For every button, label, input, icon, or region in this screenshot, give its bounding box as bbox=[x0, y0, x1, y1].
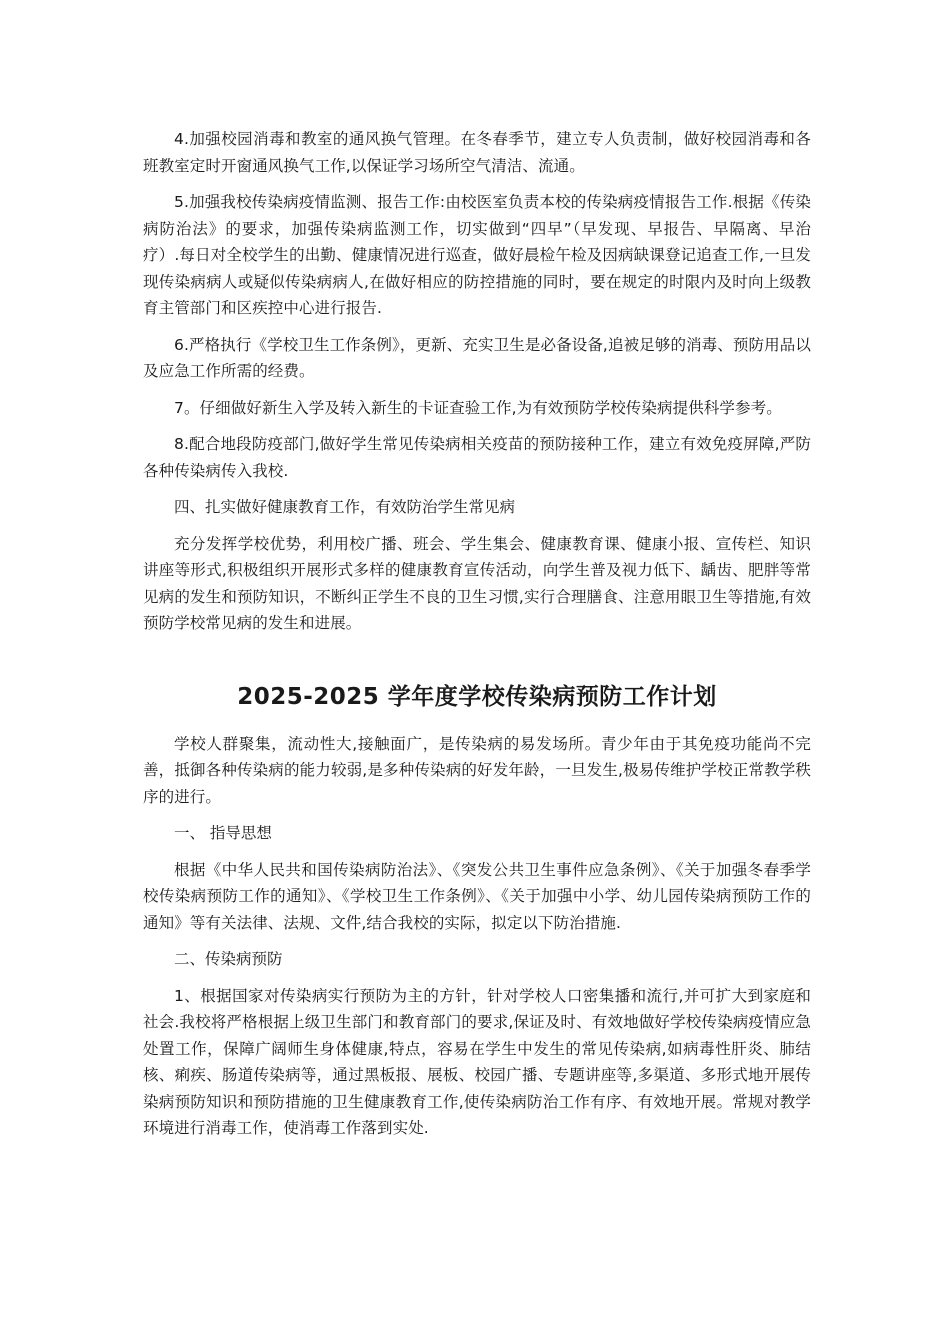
paragraph-item-4: 4.加强校园消毒和教室的通风换气管理。在冬春季节，建立专人负责制，做好校园消毒和各班教室定时开窗通风换气工作,以保证学习场所空气清洁、流通。 bbox=[143, 130, 811, 175]
section-heading-1: 一、 指导思想 bbox=[174, 824, 272, 842]
paragraph-prevention-1: 1、根据国家对传染病实行预防为主的方针，针对学校人口密集播和流行,并可扩大到家庭和社会.我校将严格根据上级卫生部门和教育部门的要求,保证及时、有效地做好学校传染病疫情应急处置工作，保障广阔师生身体健康,特点，容易在学生中发生的常见传染病,如病毒性肝炎、肺结核、痢疾、肠道传染病等，通过黑板报、展板、校园广播、专题讲座等,多渠道、多形式地开展传染病预防知识和预防措施的卫生健康教育工作,使传染病防治工作有序、有效地开展。常规对教学环境进行消毒工作，使消毒工作落到实处. bbox=[143, 986, 811, 1137]
paragraph-health-education: 充分发挥学校优势，利用校广播、班会、学生集会、健康教育课、健康小报、宣传栏、知识讲座等形式,积极组织开展形式多样的健康教育宣传活动，向学生普及视力低下、龋齿、肥胖等常见病的发生和预防知识，不断纠正学生不良的卫生习惯,实行合理膳食、注意用眼卫生等措施,有效预防学校常见病的发生和进展。 bbox=[143, 534, 811, 632]
paragraph-intro: 学校人群聚集，流动性大,接触面广，是传染病的易发场所。青少年由于其免疫功能尚不完善，抵御各种传染病的能力较弱,是多种传染病的好发年龄，一旦发生,极易传维护学校正常教学秩序的进行。 bbox=[143, 734, 811, 806]
paragraph-item-7: 7。仔细做好新生入学及转入新生的卡证查验工作,为有效预防学校传染病提供科学参考。 bbox=[174, 398, 782, 417]
document-title: 2025-2025 学年度学校传染病预防工作计划 bbox=[237, 683, 717, 710]
section-heading-2: 二、传染病预防 bbox=[174, 950, 283, 968]
paragraph-guiding-ideas: 根据《中华人民共和国传染病防治法》、《突发公共卫生事件应急条例》、《关于加强冬春季学校传染病预防工作的通知》、《学校卫生工作条例》、《关于加强中小学、幼儿园传染病预防工作的通知》等有关法律、法规、文件,结合我校的实际，拟定以下防治措施. bbox=[143, 860, 811, 932]
paragraph-item-8: 8.配合地段防疫部门,做好学生常见传染病相关疫苗的预防接种工作，建立有效免疫屏障,严防各种传染病传入我校. bbox=[143, 435, 811, 480]
document-page bbox=[143, 126, 811, 1152]
paragraph-item-6: 6.严格执行《学校卫生工作条例》，更新、充实卫生是必备设备,追被足够的消毒、预防用品以及应急工作所需的经费。 bbox=[143, 335, 811, 380]
section-heading-4: 四、扎实做好健康教育工作，有效防治学生常见病 bbox=[174, 498, 516, 516]
paragraph-item-5: 5.加强我校传染病疫情监测、报告工作:由校医室负责本校的传染病疫情报告工作.根据《传染病防治法》的要求，加强传染病监测工作，切实做到“四早”（早发现、早报告、早隔离、早治疗）.每日对全校学生的出勤、健康情况进行巡查，做好晨检午检及因病缺课登记追查工作,一旦发现传染病病人或疑似传染病病人,在做好相应的防控措施的同时，要在规定的时限内及时向上级教育主管部门和区疾控中心进行报告. bbox=[143, 193, 811, 317]
